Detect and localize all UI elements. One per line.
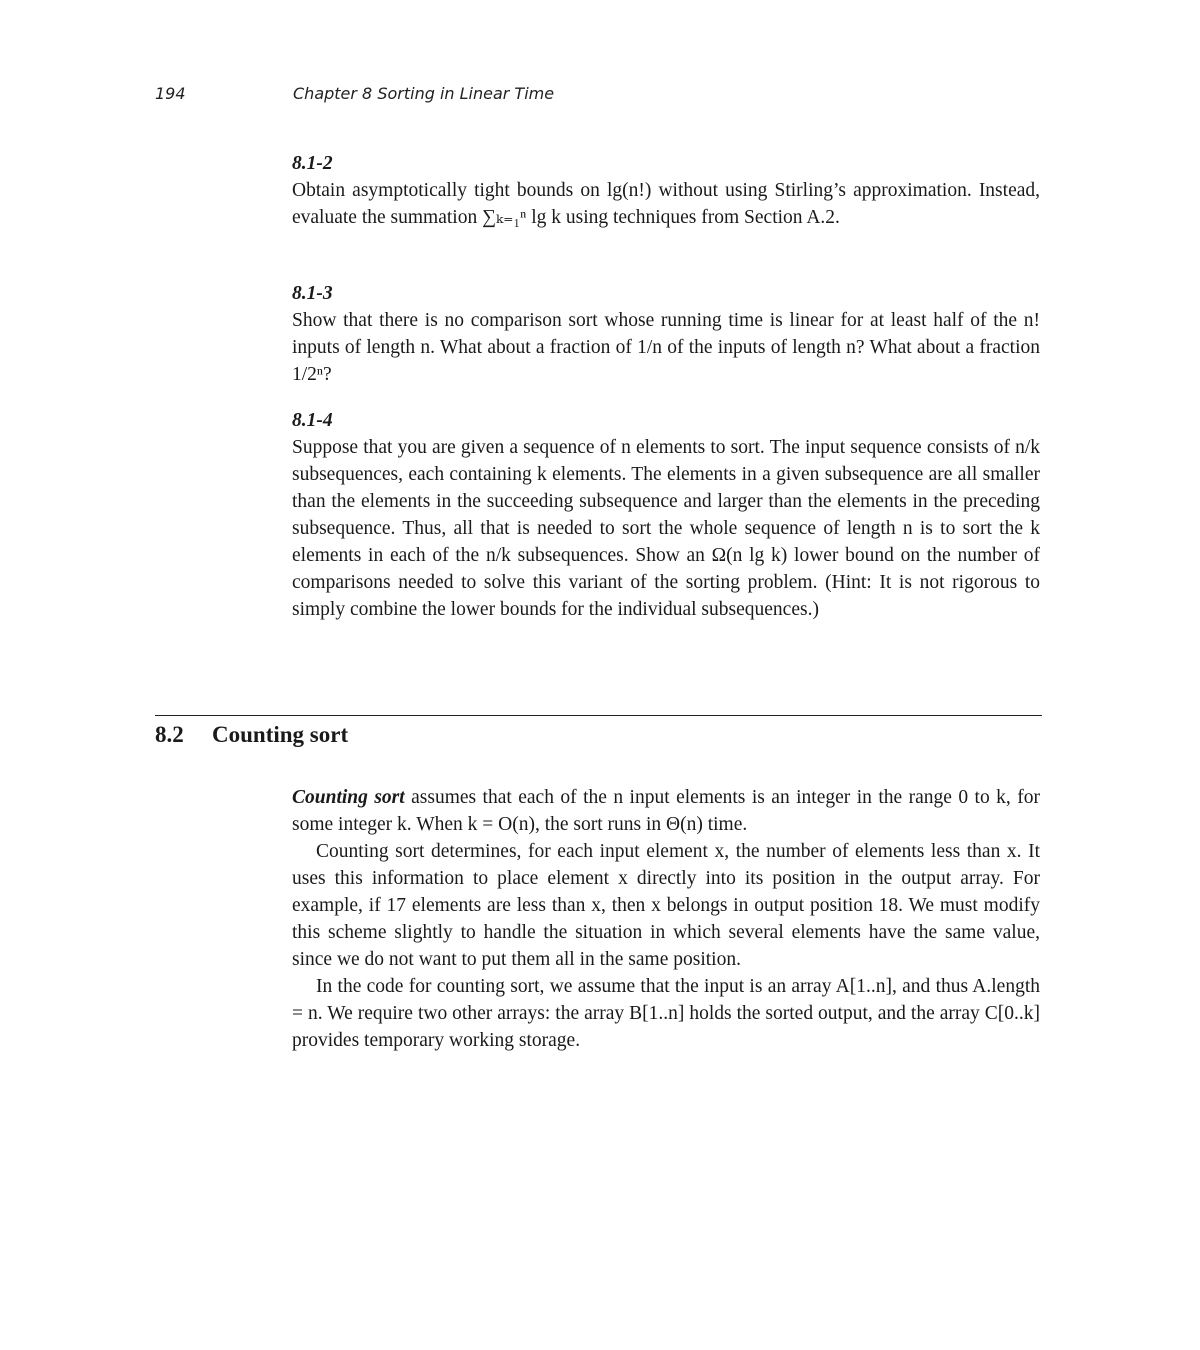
exercise-8-1-2	[292, 150, 1040, 231]
section-divider	[155, 715, 1042, 716]
exercise-8-1-3	[292, 280, 1040, 388]
defined-term: Counting sort	[292, 787, 405, 808]
section-body	[292, 784, 1040, 1054]
section-paragraph-3: In the code for counting sort, we assume that the input is an array A[1..n], and thus A.length = n. We require two other arrays: the array B[1..n] holds the sorted output, and the array C[0..k] provides temporary working storage.	[292, 976, 1040, 1051]
paragraph-text: assumes that each of the n input elements is an integer in the range 0 to k, for some integer k. When k = O(n), the sort runs in Θ(n) time.	[292, 787, 1040, 835]
section-paragraph-2: Counting sort determines, for each input element x, the number of elements less than x. It uses this information to place element x directly into its position in the output array. For example, if 17 elements are less than x, then x belongs in output position 18. We must modify this scheme slightly to handle the situation in which several elements have the same value, since we do not want to put them all in the same position.	[292, 841, 1040, 970]
exercise-text: Suppose that you are given a sequence of n elements to sort. The input sequence consists of n/k subsequences, each containing k elements. The elements in a given subsequence are all smaller than the elements in the succeeding subsequence and larger than the elements in the preceding subsequence. Thus, all that is needed to sort the whole sequence of length n is to sort the k elements in each of the n/k subsequences. Show an Ω(n lg k) lower bound on the number of comparisons needed to solve this variant of the sorting problem. (Hint: It is not rigorous to simply combine the lower bounds for the individual subsequences.)	[292, 437, 1040, 620]
section-number: 8.2	[155, 722, 184, 747]
exercise-label: 8.1-2	[292, 153, 333, 174]
exercise-label: 8.1-4	[292, 410, 333, 431]
exercise-text: Show that there is no comparison sort whose running time is linear for at least half of the n! inputs of length n. What about a fraction of 1/n of the inputs of length n? What about a fraction 1/2ⁿ?	[292, 310, 1040, 385]
exercise-label: 8.1-3	[292, 283, 333, 304]
exercise-8-1-4	[292, 407, 1040, 623]
exercise-text: Obtain asymptotically tight bounds on lg(n!) without using Stirling’s approximation. Instead, evaluate the summation ∑ₖ₌₁ⁿ lg k using techniques from Section A.2.	[292, 180, 1040, 228]
section-heading	[155, 722, 348, 748]
section-title: Counting sort	[212, 722, 349, 747]
section-paragraph-1	[292, 784, 1040, 838]
chapter-title: Chapter 8 Sorting in Linear Time	[293, 84, 555, 103]
page-number: 194	[155, 84, 186, 103]
